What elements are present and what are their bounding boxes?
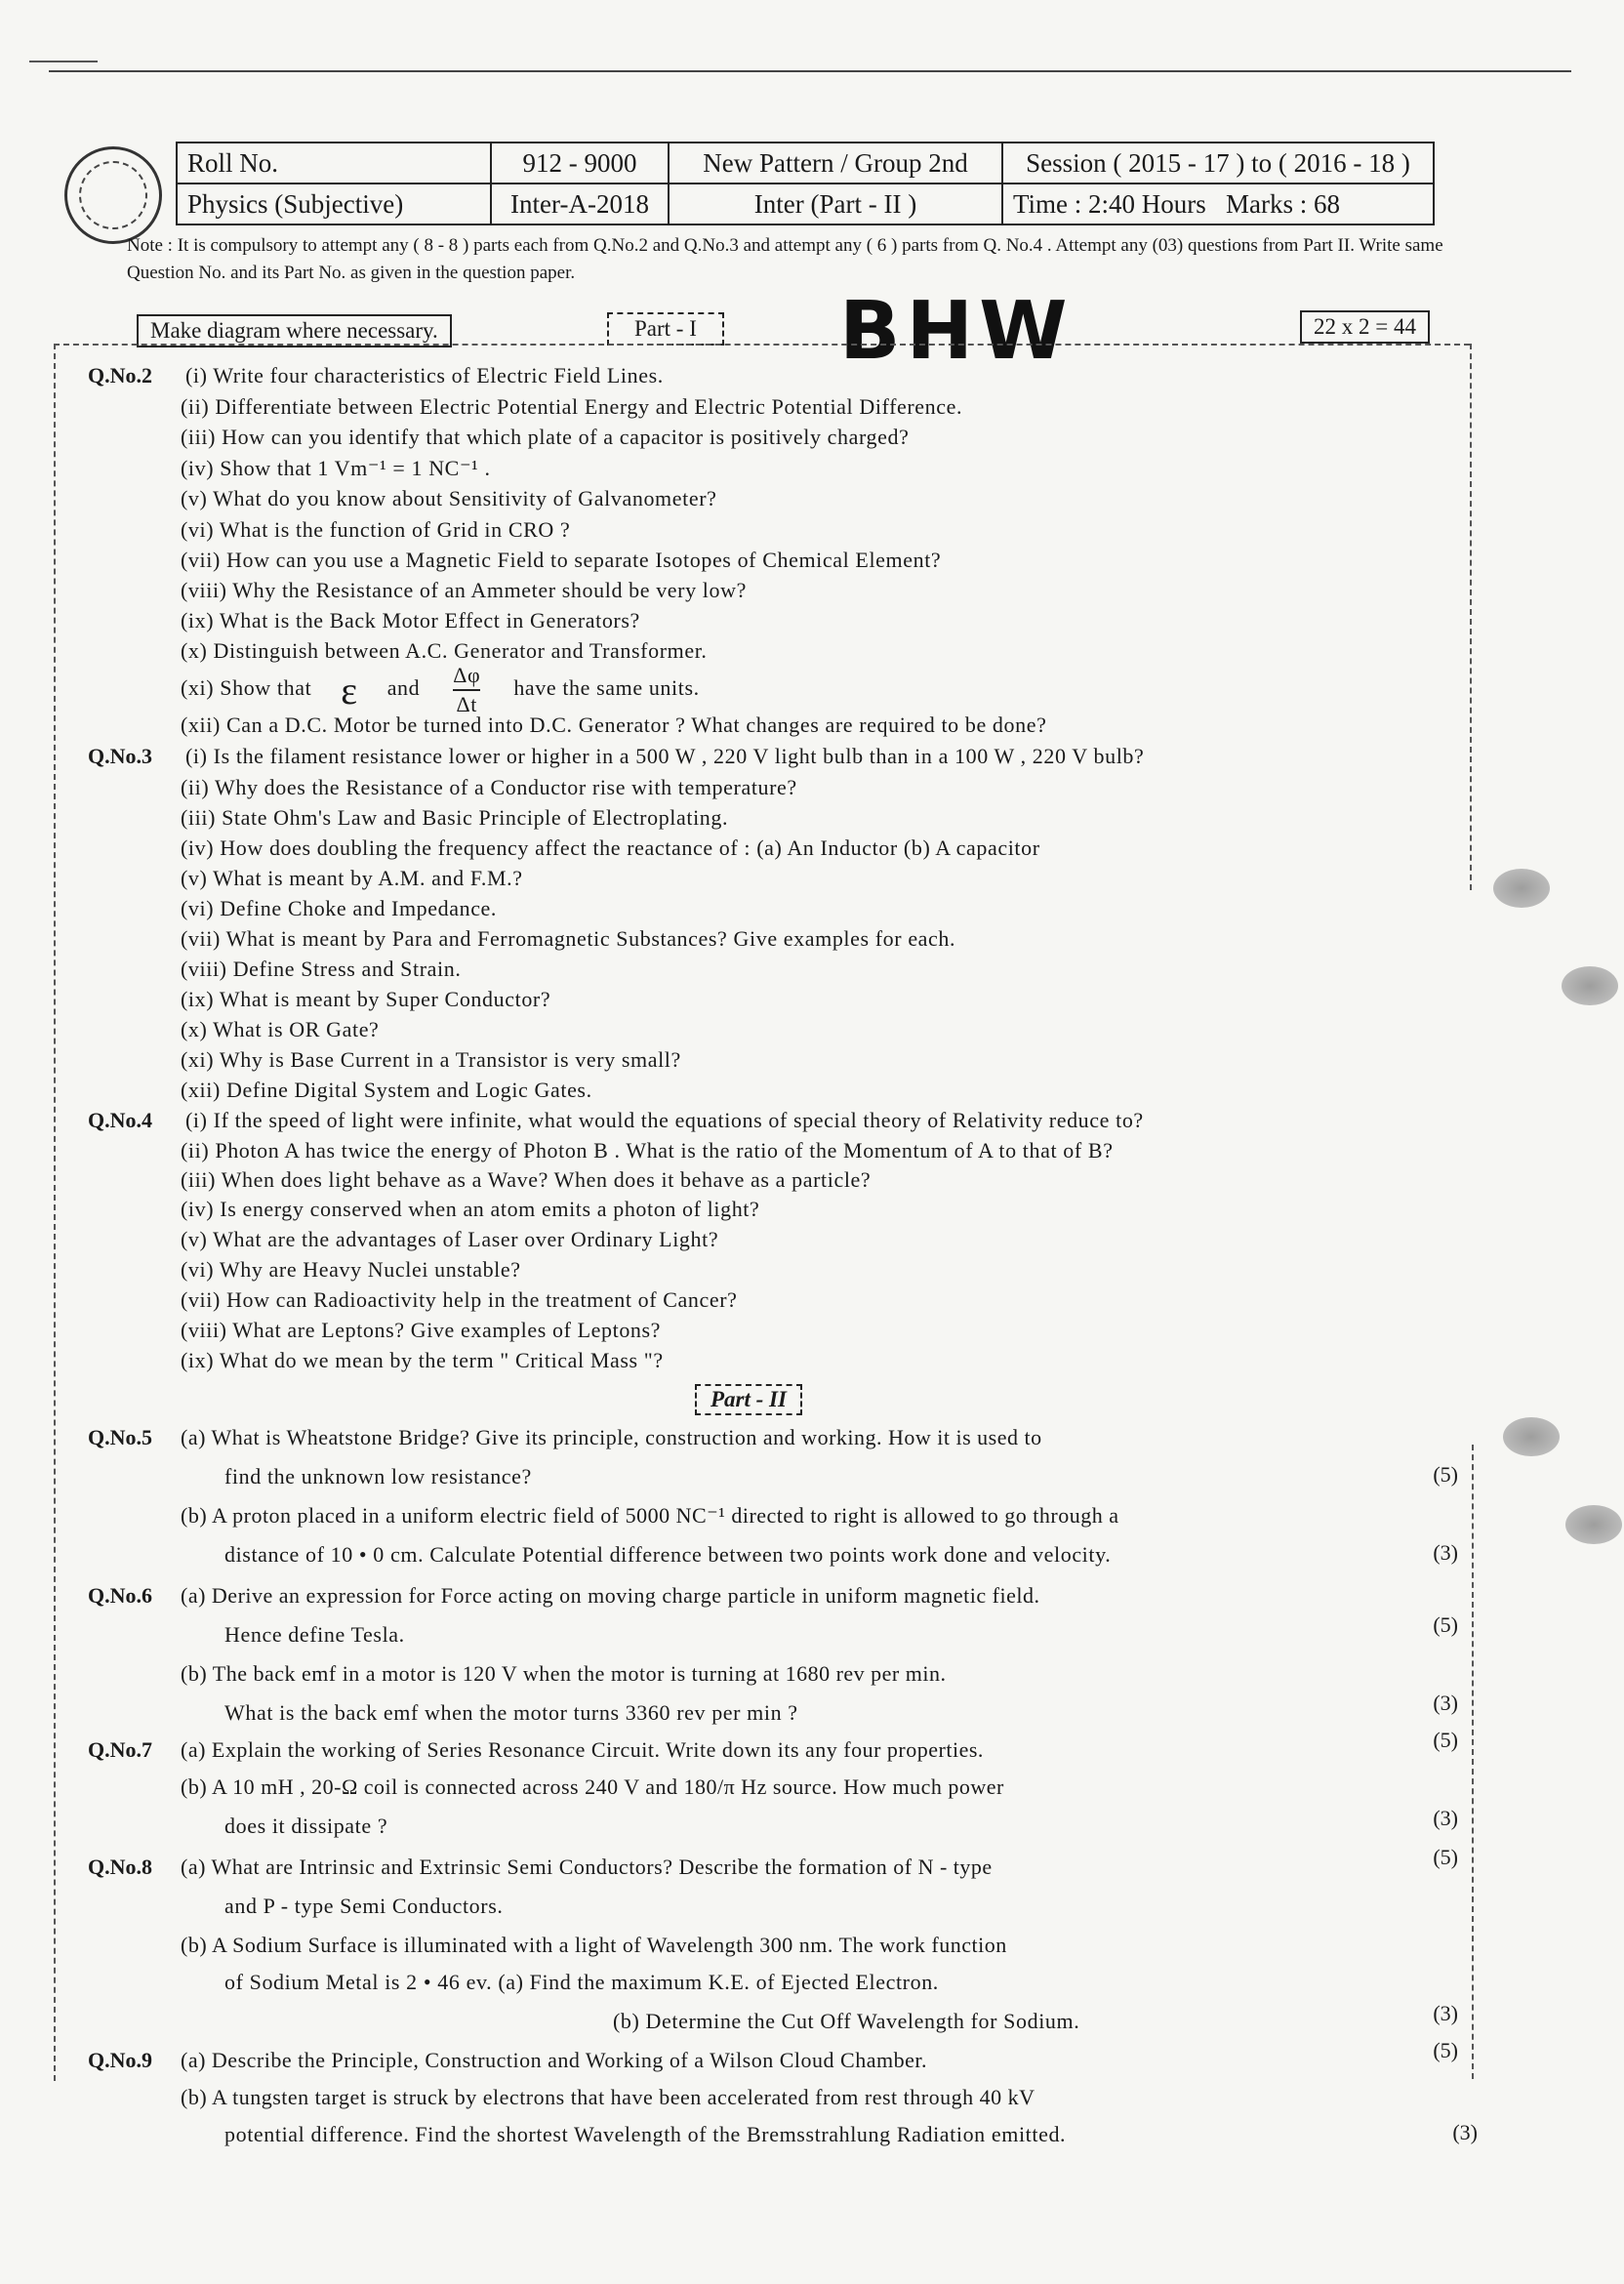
q4-item: (iv) Is energy conserved when an atom emits a photon of light? [181, 1197, 760, 1221]
q3-item: (vi) Define Choke and Impedance. [181, 896, 498, 920]
q2-item: (ix) What is the Back Motor Effect in Generators? [181, 608, 640, 632]
q4-item: (viii) What are Leptons? Give examples of Leptons? [181, 1318, 662, 1342]
border-right-lower [1472, 1445, 1474, 2079]
q3-item: (ii) Why does the Resistance of a Conductor rise with temperature? [181, 775, 797, 799]
subject-cell: Physics (Subjective) [177, 184, 491, 224]
q2-item: (ii) Differentiate between Electric Potential Energy and Electric Potential Difference. [181, 394, 963, 419]
q8-label: Q.No.8 [88, 1855, 152, 1879]
q7-b-line1: (b) A 10 mH , 20-Ω coil is connected across 240 V and 180/π Hz source. How much power [181, 1774, 1004, 1799]
q3-item: (x) What is OR Gate? [181, 1017, 380, 1041]
q6-a-marks: (5) [1433, 1612, 1458, 1637]
q9-a-marks: (5) [1433, 2038, 1458, 2062]
q7-b-marks: (3) [1433, 1806, 1458, 1830]
binder-hole-icon [1562, 966, 1618, 1005]
q2-item: (vii) How can you use a Magnetic Field to separate Isotopes of Chemical Element? [181, 548, 942, 572]
q3-item: (vii) What is meant by Para and Ferromagnetic Substances? Give examples for each. [181, 926, 956, 951]
part-1-marks: 22 x 2 = 44 [1300, 310, 1430, 344]
q5-a-line2: find the unknown low resistance? [224, 1464, 532, 1489]
binder-hole-icon [1493, 869, 1550, 908]
q9-b-marks: (3) [1452, 2120, 1478, 2144]
q5-a-marks: (5) [1433, 1462, 1458, 1487]
q5-b-line2: distance of 10 • 0 cm. Calculate Potential difference between two points work done and velocity. [224, 1542, 1112, 1567]
q4-item: (v) What are the advantages of Laser over Ordinary Light? [181, 1227, 719, 1251]
q2-item: (v) What do you know about Sensitivity of Galvanometer? [181, 486, 717, 510]
q9-b-line1: (b) A tungsten target is struck by electrons that have been accelerated from rest through 40 kV [181, 2085, 1035, 2109]
part-cell: Inter (Part - II ) [669, 184, 1002, 224]
exam-cell: Inter-A-2018 [491, 184, 669, 224]
q2-item-xi [181, 662, 1459, 718]
pattern-cell: New Pattern / Group 2nd [669, 143, 1002, 184]
q4-item: (ix) What do we mean by the term " Critical Mass "? [181, 1348, 664, 1372]
q9-label: Q.No.9 [88, 2048, 152, 2072]
q2-item: (xii) Can a D.C. Motor be turned into D.C. Generator ? What changes are required to be done? [181, 713, 1047, 737]
q8-a-line1: (a) What are Intrinsic and Extrinsic Semi Conductors? Describe the formation of N - type [181, 1855, 993, 1879]
q3-item: (ix) What is meant by Super Conductor? [181, 987, 551, 1011]
scan-line [49, 70, 1571, 72]
q2-item: (viii) Why the Resistance of an Ammeter should be very low? [181, 578, 747, 602]
q2-item: (iii) How can you identify that which plate of a capacitor is positively charged? [181, 425, 910, 449]
q7-a-marks: (5) [1433, 1728, 1458, 1752]
roll-no-cell: Roll No. [177, 143, 491, 184]
q8-b-line2: of Sodium Metal is 2 • 46 ev. (a) Find the maximum K.E. of Ejected Electron. [224, 1970, 939, 1994]
session-cell: Session ( 2015 - 17 ) to ( 2016 - 18 ) [1002, 143, 1434, 184]
fraction-denominator: Δt [456, 692, 478, 716]
emf-symbol: ε [341, 668, 358, 713]
q8-b-line1: (b) A Sodium Surface is illuminated with a light of Wavelength 300 nm. The work function [181, 1933, 1007, 1957]
q2-xi-and: and [386, 675, 421, 701]
q4-label: Q.No.4 [88, 1108, 152, 1132]
board-logo-icon [64, 146, 162, 244]
paper-code-cell: 912 - 9000 [491, 143, 669, 184]
make-diagram-label: Make diagram where necessary. [137, 314, 452, 347]
q7-b-line2: does it dissipate ? [224, 1814, 388, 1838]
q4-item: (vi) Why are Heavy Nuclei unstable? [181, 1257, 521, 1282]
q2-item: (vi) What is the function of Grid in CRO ? [181, 517, 571, 542]
q8-b-marks: (3) [1433, 2001, 1458, 2025]
scan-mark [29, 61, 98, 62]
q3-item: (iv) How does doubling the frequency affect the reactance of : (a) An Inductor (b) A capacitor [181, 836, 1040, 860]
q3-item: (i) Is the filament resistance lower or higher in a 500 W , 220 V light bulb than in a 100 W , 220 V bulb? [185, 744, 1145, 768]
q4-item: (ii) Photon A has twice the energy of Photon B . What is the ratio of the Momentum of A to that of B? [181, 1138, 1114, 1162]
border-right [1470, 344, 1472, 890]
part-1-label: Part - I [607, 312, 724, 346]
q3-item: (xii) Define Digital System and Logic Gates. [181, 1078, 592, 1102]
q9-b-line2: potential difference. Find the shortest Wavelength of the Bremsstrahlung Radiation emitted. [224, 2122, 1067, 2146]
time-text: Time : 2:40 Hours [1013, 188, 1206, 219]
q3-item: (iii) State Ohm's Law and Basic Principle of Electroplating. [181, 805, 729, 830]
q2-item: (x) Distinguish between A.C. Generator and Transformer. [181, 638, 708, 663]
q4-item: (i) If the speed of light were infinite, what would the equations of special theory of Relativity reduce to? [185, 1108, 1144, 1132]
handwritten-mark: BHW [839, 285, 1074, 378]
q4-item: (iii) When does light behave as a Wave? When does it behave as a particle? [181, 1167, 872, 1192]
q4-item: (vii) How can Radioactivity help in the treatment of Cancer? [181, 1287, 738, 1312]
q7-a-line1: (a) Explain the working of Series Resonance Circuit. Write down its any four properties. [181, 1737, 984, 1762]
border-left [54, 344, 56, 2081]
flux-fraction [453, 662, 480, 718]
q2-item: (i) Write four characteristics of Electric Field Lines. [185, 363, 664, 387]
q6-a-line1: (a) Derive an expression for Force acting on moving charge particle in uniform magnetic field. [181, 1583, 1040, 1608]
q8-a-marks: (5) [1433, 1845, 1458, 1869]
part-2-label: Part - II [695, 1384, 802, 1415]
q3-label: Q.No.3 [88, 744, 152, 768]
q2-item: (iv) Show that 1 Vm⁻¹ = 1 NC⁻¹ . [181, 456, 491, 480]
q6-a-line2: Hence define Tesla. [224, 1622, 405, 1647]
q3-item: (viii) Define Stress and Strain. [181, 957, 462, 981]
q2-label: Q.No.2 [88, 363, 152, 387]
header-table [176, 142, 1435, 225]
fraction-numerator: Δφ [453, 662, 480, 691]
q8-a-line2: and P - type Semi Conductors. [224, 1894, 504, 1918]
q3-item: (v) What is meant by A.M. and F.M.? [181, 866, 523, 890]
binder-hole-icon [1565, 1505, 1622, 1544]
q6-b-line1: (b) The back emf in a motor is 120 V when the motor is turning at 1680 rev per min. [181, 1661, 947, 1686]
border-top [54, 344, 1470, 346]
q5-label: Q.No.5 [88, 1425, 152, 1449]
q9-a-line1: (a) Describe the Principle, Construction and Working of a Wilson Cloud Chamber. [181, 2048, 927, 2072]
q3-item: (xi) Why is Base Current in a Transistor is very small? [181, 1047, 681, 1072]
q7-label: Q.No.7 [88, 1737, 152, 1762]
q2-xi-text: (xi) Show that [181, 675, 312, 701]
q8-b-line3: (b) Determine the Cut Off Wavelength for Sodium. [613, 2009, 1080, 2033]
time-marks-cell [1002, 184, 1434, 224]
q5-b-line1: (b) A proton placed in a uniform electric field of 5000 NC⁻¹ directed to right is allowed to go through a [181, 1503, 1119, 1528]
marks-text: Marks : 68 [1226, 188, 1341, 219]
q5-a-line1: (a) What is Wheatstone Bridge? Give its principle, construction and working. How it is used to [181, 1425, 1042, 1449]
q6-b-line2: What is the back emf when the motor turns 3360 rev per min ? [224, 1700, 798, 1725]
q6-b-marks: (3) [1433, 1691, 1458, 1715]
instructions-note: Note : It is compulsory to attempt any ( 8 - 8 ) parts each from Q.No.2 and Q.No.3 and attempt any ( 6 ) parts from Q. No.4 . Attempt any (03) questions from Part II. Write same Question No. and its Part No. as given in the question paper. [127, 235, 1443, 283]
binder-hole-icon [1503, 1417, 1560, 1456]
q2-xi-tail: have the same units. [513, 675, 700, 701]
q6-label: Q.No.6 [88, 1583, 152, 1608]
q5-b-marks: (3) [1433, 1540, 1458, 1565]
